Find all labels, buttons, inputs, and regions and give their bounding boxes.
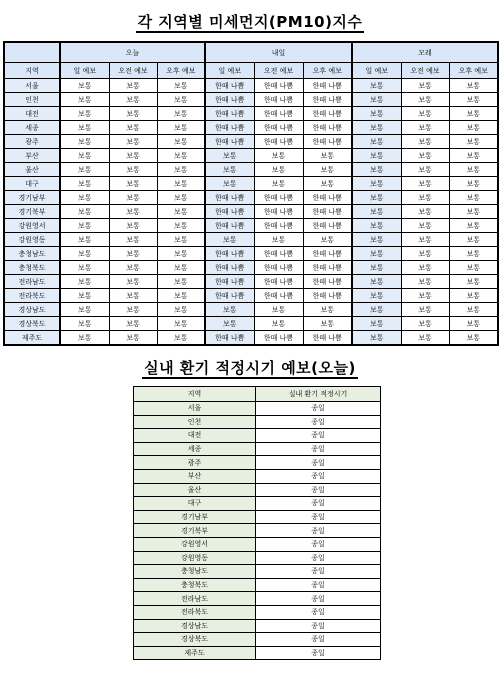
forecast-cell: 보통 — [60, 247, 109, 261]
forecast-cell: 보통 — [109, 261, 157, 275]
forecast-cell: 보통 — [60, 261, 109, 275]
forecast-cell: 한때 나쁨 — [303, 93, 352, 107]
forecast-cell: 한때 나쁨 — [303, 275, 352, 289]
forecast-cell: 보통 — [401, 93, 449, 107]
forecast-cell: 보통 — [303, 163, 352, 177]
region-cell: 부산 — [134, 469, 256, 483]
forecast-cell: 보통 — [449, 219, 498, 233]
forecast-cell: 보통 — [449, 163, 498, 177]
sub-header: 일 예보 — [352, 63, 401, 79]
forecast-cell: 보통 — [352, 191, 401, 205]
sub-header: 일 예보 — [205, 63, 254, 79]
forecast-cell: 한때 나쁨 — [205, 247, 254, 261]
forecast-cell: 보통 — [205, 303, 254, 317]
pm10-table — [3, 41, 499, 346]
forecast-cell: 보통 — [205, 233, 254, 247]
forecast-cell: 보통 — [303, 177, 352, 191]
forecast-cell: 보통 — [303, 149, 352, 163]
forecast-cell: 보통 — [449, 261, 498, 275]
ventilation-title-text: 실내 환기 적정시기 예보(오늘) — [144, 359, 356, 377]
region-cell: 제주도 — [134, 646, 256, 660]
forecast-cell: 보통 — [449, 107, 498, 121]
forecast-cell: 보통 — [352, 163, 401, 177]
forecast-cell: 보통 — [109, 317, 157, 331]
forecast-cell: 보통 — [109, 205, 157, 219]
ventilation-time-cell: 종일 — [256, 469, 381, 483]
forecast-cell: 한때 나쁨 — [205, 121, 254, 135]
ventilation-time-cell: 종일 — [256, 497, 381, 511]
forecast-cell: 보통 — [352, 317, 401, 331]
ventilation-time-cell: 종일 — [256, 483, 381, 497]
ventilation-time-cell: 종일 — [256, 510, 381, 524]
region-cell: 경기북부 — [4, 205, 60, 219]
table-row — [134, 619, 381, 633]
forecast-cell: 보통 — [157, 247, 205, 261]
ventilation-time-cell: 종일 — [256, 578, 381, 592]
day-header-day-after: 모레 — [352, 42, 498, 63]
region-cell: 충청북도 — [4, 261, 60, 275]
forecast-cell: 보통 — [157, 135, 205, 149]
forecast-cell: 한때 나쁨 — [303, 261, 352, 275]
region-cell: 대전 — [134, 429, 256, 443]
ventilation-time-cell: 종일 — [256, 524, 381, 538]
forecast-cell: 한때 나쁨 — [254, 191, 303, 205]
forecast-cell: 보통 — [157, 121, 205, 135]
ventilation-time-cell: 종일 — [256, 415, 381, 429]
forecast-cell: 한때 나쁨 — [254, 93, 303, 107]
forecast-cell: 보통 — [254, 317, 303, 331]
forecast-cell: 보통 — [449, 79, 498, 93]
forecast-cell: 한때 나쁨 — [254, 275, 303, 289]
forecast-cell: 보통 — [449, 331, 498, 346]
pm10-sub-header-row — [4, 63, 498, 79]
forecast-cell: 보통 — [109, 135, 157, 149]
forecast-cell: 한때 나쁨 — [303, 247, 352, 261]
forecast-cell: 한때 나쁨 — [303, 107, 352, 121]
table-row — [134, 402, 381, 416]
forecast-cell: 한때 나쁨 — [205, 289, 254, 303]
region-cell: 전라북도 — [134, 605, 256, 619]
forecast-cell: 보통 — [352, 177, 401, 191]
forecast-cell: 보통 — [109, 121, 157, 135]
forecast-cell: 한때 나쁨 — [205, 205, 254, 219]
region-header-blank — [4, 42, 60, 63]
forecast-cell: 보통 — [109, 107, 157, 121]
forecast-cell: 보통 — [60, 149, 109, 163]
forecast-cell: 보통 — [449, 177, 498, 191]
region-cell: 부산 — [4, 149, 60, 163]
ventilation-time-cell: 종일 — [256, 429, 381, 443]
forecast-cell: 한때 나쁨 — [303, 121, 352, 135]
forecast-cell: 보통 — [352, 303, 401, 317]
forecast-cell: 보통 — [449, 93, 498, 107]
table-row — [134, 592, 381, 606]
forecast-cell: 보통 — [254, 303, 303, 317]
region-header: 지역 — [4, 63, 60, 79]
region-cell: 인천 — [134, 415, 256, 429]
forecast-cell: 보통 — [352, 275, 401, 289]
forecast-cell: 보통 — [205, 177, 254, 191]
ventilation-time-cell: 종일 — [256, 402, 381, 416]
region-cell: 경상남도 — [134, 619, 256, 633]
forecast-cell: 보통 — [352, 135, 401, 149]
forecast-cell: 보통 — [157, 289, 205, 303]
forecast-cell: 보통 — [60, 93, 109, 107]
forecast-cell: 보통 — [109, 303, 157, 317]
forecast-cell: 한때 나쁨 — [254, 247, 303, 261]
pm10-day-header-row — [4, 42, 498, 63]
ventilation-time-cell: 종일 — [256, 633, 381, 647]
table-row — [4, 149, 498, 163]
region-cell: 광주 — [4, 135, 60, 149]
forecast-cell: 보통 — [157, 233, 205, 247]
region-cell: 전라북도 — [4, 289, 60, 303]
forecast-cell: 보통 — [109, 79, 157, 93]
forecast-cell: 보통 — [449, 317, 498, 331]
table-row — [134, 646, 381, 660]
forecast-cell: 한때 나쁨 — [205, 191, 254, 205]
region-cell: 대구 — [4, 177, 60, 191]
forecast-cell: 한때 나쁨 — [254, 107, 303, 121]
forecast-cell: 한때 나쁨 — [303, 289, 352, 303]
forecast-cell: 보통 — [157, 93, 205, 107]
forecast-cell: 보통 — [254, 149, 303, 163]
forecast-cell: 보통 — [157, 149, 205, 163]
forecast-cell: 보통 — [401, 247, 449, 261]
table-row — [134, 605, 381, 619]
table-row — [134, 537, 381, 551]
ventilation-table-body — [134, 402, 381, 660]
table-row — [4, 289, 498, 303]
region-cell: 대전 — [4, 107, 60, 121]
ventilation-time-cell: 종일 — [256, 605, 381, 619]
forecast-cell: 보통 — [352, 233, 401, 247]
table-row — [4, 107, 498, 121]
forecast-cell: 보통 — [254, 177, 303, 191]
sub-header: 오전 예보 — [109, 63, 157, 79]
forecast-cell: 보통 — [303, 233, 352, 247]
forecast-cell: 한때 나쁨 — [205, 331, 254, 346]
forecast-cell: 보통 — [60, 289, 109, 303]
region-cell: 경상북도 — [134, 633, 256, 647]
region-cell: 제주도 — [4, 331, 60, 346]
forecast-cell: 한때 나쁨 — [205, 79, 254, 93]
table-row — [4, 275, 498, 289]
forecast-cell: 보통 — [157, 177, 205, 191]
day-header-today: 오늘 — [60, 42, 205, 63]
table-row — [4, 317, 498, 331]
forecast-cell: 한때 나쁨 — [254, 205, 303, 219]
forecast-cell: 보통 — [157, 163, 205, 177]
forecast-cell: 보통 — [60, 205, 109, 219]
forecast-cell: 한때 나쁨 — [205, 107, 254, 121]
forecast-cell: 보통 — [352, 219, 401, 233]
forecast-cell: 보통 — [109, 331, 157, 346]
forecast-cell: 보통 — [352, 93, 401, 107]
ventilation-time-cell: 종일 — [256, 551, 381, 565]
forecast-cell: 한때 나쁨 — [205, 275, 254, 289]
pm10-table-body — [4, 79, 498, 346]
forecast-cell: 보통 — [60, 317, 109, 331]
ventilation-time-cell: 종일 — [256, 537, 381, 551]
sub-header: 오후 예보 — [303, 63, 352, 79]
forecast-cell: 보통 — [60, 163, 109, 177]
forecast-cell: 한때 나쁨 — [303, 219, 352, 233]
forecast-cell: 보통 — [109, 233, 157, 247]
sub-header: 오전 예보 — [401, 63, 449, 79]
table-row — [134, 633, 381, 647]
forecast-cell: 한때 나쁨 — [303, 191, 352, 205]
forecast-cell: 보통 — [60, 121, 109, 135]
ventilation-header-row — [134, 387, 381, 402]
forecast-cell: 보통 — [401, 219, 449, 233]
ventilation-table — [133, 386, 381, 660]
table-row — [4, 191, 498, 205]
forecast-cell: 보통 — [157, 331, 205, 346]
ventilation-time-cell: 종일 — [256, 442, 381, 456]
forecast-cell: 보통 — [352, 331, 401, 346]
forecast-cell: 보통 — [157, 219, 205, 233]
region-cell: 서울 — [134, 402, 256, 416]
sub-header: 일 예보 — [60, 63, 109, 79]
forecast-cell: 보통 — [401, 79, 449, 93]
forecast-cell: 한때 나쁨 — [254, 79, 303, 93]
forecast-cell: 보통 — [60, 177, 109, 191]
region-cell: 대구 — [134, 497, 256, 511]
forecast-cell: 보통 — [303, 303, 352, 317]
table-row — [4, 79, 498, 93]
forecast-cell: 보통 — [449, 205, 498, 219]
forecast-cell: 보통 — [449, 303, 498, 317]
region-cell: 세종 — [4, 121, 60, 135]
forecast-cell: 한때 나쁨 — [303, 135, 352, 149]
region-cell: 충청북도 — [134, 578, 256, 592]
sub-header: 오후 예보 — [157, 63, 205, 79]
day-header-tomorrow: 내일 — [205, 42, 352, 63]
forecast-cell: 보통 — [449, 233, 498, 247]
region-cell: 인천 — [4, 93, 60, 107]
forecast-cell: 한때 나쁨 — [205, 135, 254, 149]
region-cell: 세종 — [134, 442, 256, 456]
forecast-cell: 보통 — [157, 261, 205, 275]
forecast-cell: 보통 — [352, 79, 401, 93]
ventilation-time-cell: 종일 — [256, 565, 381, 579]
forecast-cell: 보통 — [449, 149, 498, 163]
forecast-cell: 보통 — [401, 275, 449, 289]
table-row — [4, 331, 498, 346]
ventilation-time-cell: 종일 — [256, 456, 381, 470]
forecast-cell: 한때 나쁨 — [254, 289, 303, 303]
forecast-cell: 한때 나쁨 — [254, 219, 303, 233]
forecast-cell: 보통 — [109, 163, 157, 177]
forecast-cell: 보통 — [401, 107, 449, 121]
table-row — [4, 219, 498, 233]
forecast-cell: 보통 — [449, 275, 498, 289]
table-row — [134, 469, 381, 483]
table-row — [4, 205, 498, 219]
forecast-cell: 보통 — [157, 191, 205, 205]
table-row — [4, 93, 498, 107]
forecast-cell: 보통 — [303, 317, 352, 331]
forecast-cell: 보통 — [60, 135, 109, 149]
table-row — [134, 456, 381, 470]
sub-header: 오전 예보 — [254, 63, 303, 79]
pm10-title-text: 각 지역별 미세먼지(PM10)지수 — [137, 13, 363, 31]
forecast-cell: 보통 — [352, 205, 401, 219]
forecast-cell: 한때 나쁨 — [303, 205, 352, 219]
region-cell: 경기북부 — [134, 524, 256, 538]
forecast-cell: 보통 — [157, 275, 205, 289]
forecast-cell: 한때 나쁨 — [254, 135, 303, 149]
forecast-cell: 보통 — [157, 79, 205, 93]
forecast-cell: 보통 — [60, 275, 109, 289]
forecast-cell: 한때 나쁨 — [254, 331, 303, 346]
region-cell: 강원영서 — [4, 219, 60, 233]
ventilation-time-cell: 종일 — [256, 592, 381, 606]
table-row — [4, 233, 498, 247]
forecast-cell: 보통 — [449, 121, 498, 135]
table-row — [134, 510, 381, 524]
forecast-cell: 보통 — [109, 219, 157, 233]
forecast-cell: 한때 나쁨 — [254, 121, 303, 135]
region-cell: 전라남도 — [4, 275, 60, 289]
forecast-cell: 보통 — [60, 219, 109, 233]
forecast-cell: 보통 — [449, 289, 498, 303]
forecast-cell: 보통 — [60, 331, 109, 346]
table-row — [134, 551, 381, 565]
forecast-cell: 보통 — [157, 107, 205, 121]
table-row — [134, 524, 381, 538]
region-cell: 강원영서 — [134, 537, 256, 551]
forecast-cell: 보통 — [109, 177, 157, 191]
sub-header: 오후 예보 — [449, 63, 498, 79]
table-row — [134, 429, 381, 443]
forecast-cell: 보통 — [401, 149, 449, 163]
ventilation-title — [0, 357, 500, 378]
table-row — [134, 578, 381, 592]
forecast-cell: 보통 — [401, 261, 449, 275]
forecast-cell: 한때 나쁨 — [205, 93, 254, 107]
forecast-cell: 한때 나쁨 — [254, 261, 303, 275]
forecast-cell: 보통 — [401, 303, 449, 317]
region-cell: 충청남도 — [4, 247, 60, 261]
region-cell: 전라남도 — [134, 592, 256, 606]
forecast-cell: 보통 — [205, 317, 254, 331]
table-row — [134, 415, 381, 429]
forecast-cell: 한때 나쁨 — [303, 331, 352, 346]
table-row — [134, 483, 381, 497]
forecast-cell: 보통 — [157, 303, 205, 317]
forecast-cell: 보통 — [352, 121, 401, 135]
forecast-cell: 보통 — [401, 163, 449, 177]
ventilation-time-header: 실내 환기 적정시기 — [256, 387, 381, 402]
forecast-cell: 한때 나쁨 — [205, 261, 254, 275]
forecast-cell: 보통 — [109, 275, 157, 289]
region-cell: 경상북도 — [4, 317, 60, 331]
region-cell: 울산 — [4, 163, 60, 177]
table-row — [4, 163, 498, 177]
forecast-cell: 보통 — [352, 107, 401, 121]
forecast-cell: 보통 — [401, 177, 449, 191]
ventilation-time-cell: 종일 — [256, 619, 381, 633]
forecast-cell: 보통 — [401, 135, 449, 149]
region-cell: 강원영동 — [4, 233, 60, 247]
forecast-cell: 보통 — [109, 149, 157, 163]
region-cell: 광주 — [134, 456, 256, 470]
forecast-cell: 보통 — [254, 163, 303, 177]
forecast-cell: 보통 — [109, 93, 157, 107]
forecast-cell: 보통 — [401, 331, 449, 346]
forecast-cell: 보통 — [401, 289, 449, 303]
forecast-cell: 보통 — [60, 303, 109, 317]
table-row — [4, 135, 498, 149]
forecast-cell: 보통 — [401, 233, 449, 247]
region-cell: 경상남도 — [4, 303, 60, 317]
forecast-cell: 보통 — [205, 163, 254, 177]
table-row — [4, 261, 498, 275]
forecast-cell: 보통 — [401, 317, 449, 331]
forecast-cell: 보통 — [449, 247, 498, 261]
forecast-cell: 보통 — [157, 317, 205, 331]
forecast-cell: 보통 — [352, 149, 401, 163]
forecast-cell: 보통 — [60, 233, 109, 247]
table-row — [4, 247, 498, 261]
forecast-cell: 보통 — [205, 149, 254, 163]
forecast-cell: 보통 — [60, 191, 109, 205]
forecast-cell: 보통 — [449, 135, 498, 149]
forecast-cell: 한때 나쁨 — [205, 219, 254, 233]
table-row — [134, 565, 381, 579]
forecast-cell: 보통 — [401, 121, 449, 135]
forecast-cell: 보통 — [109, 289, 157, 303]
forecast-cell: 보통 — [60, 79, 109, 93]
region-cell: 경기남부 — [4, 191, 60, 205]
ventilation-region-header: 지역 — [134, 387, 256, 402]
forecast-cell: 보통 — [254, 233, 303, 247]
forecast-cell: 보통 — [109, 247, 157, 261]
forecast-cell: 보통 — [352, 261, 401, 275]
forecast-cell: 보통 — [352, 247, 401, 261]
forecast-cell: 보통 — [449, 191, 498, 205]
forecast-cell: 보통 — [401, 205, 449, 219]
forecast-cell: 보통 — [60, 107, 109, 121]
table-row — [134, 497, 381, 511]
forecast-cell: 보통 — [109, 191, 157, 205]
region-cell: 강원영동 — [134, 551, 256, 565]
table-row — [4, 303, 498, 317]
region-cell: 서울 — [4, 79, 60, 93]
table-row — [4, 177, 498, 191]
region-cell: 충청남도 — [134, 565, 256, 579]
forecast-cell: 한때 나쁨 — [303, 79, 352, 93]
region-cell: 울산 — [134, 483, 256, 497]
table-row — [4, 121, 498, 135]
region-cell: 경기남부 — [134, 510, 256, 524]
forecast-cell: 보통 — [157, 205, 205, 219]
pm10-title — [0, 11, 500, 32]
forecast-cell: 보통 — [352, 289, 401, 303]
forecast-cell: 보통 — [401, 191, 449, 205]
table-row — [134, 442, 381, 456]
ventilation-time-cell: 종일 — [256, 646, 381, 660]
